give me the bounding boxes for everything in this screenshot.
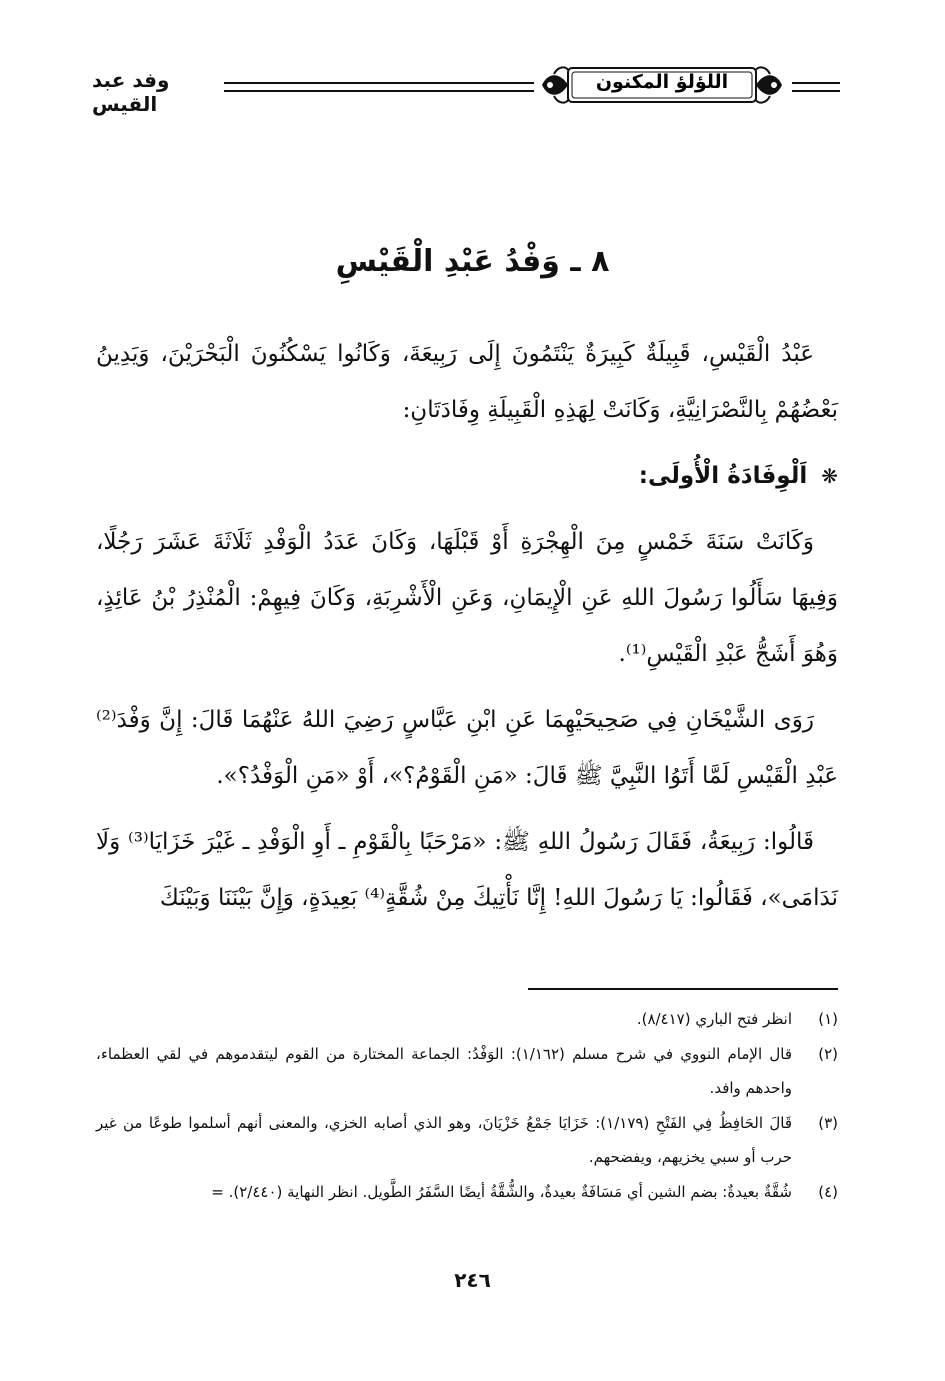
footnote [96, 1106, 838, 1174]
paragraph: وَكَانَتْ سَنَةَ خَمْسٍ مِنَ الْهِجْرَةِ أَوْ قَبْلَهَا، وَكَانَ عَدَدُ الْوَفْدِ ثَلَاثَةَ عَشَرَ رَجُلًا، وَفِيهَا سَأَلُوا رَسُولَ اللهِ عَنِ الْإِيمَانِ، وَعَنِ الْأَشْرِبَةِ، وَكَانَ فِيهِمْ: الْمُنْذِرُ بْنُ عَائِذٍ، وَهُوَ أَشَجُّ عَبْدِ الْقَيْسِ⁽¹⁾. [96, 529, 838, 667]
running-header [92, 58, 840, 118]
page-number: ٢٤٦ [454, 1268, 491, 1292]
footnote-text: قال الإمام النووي في شرح مسلم (١/١٦٢): الوَفْدُ: الجماعة المختارة من القوم ليتقدموهم في لقي العظماء، واحدهم وافد. [96, 1045, 792, 1097]
footnote-number: (٢) [818, 1045, 838, 1063]
footnote [96, 1037, 838, 1105]
footnote-text: انظر فتح الباري (٨/٤١٧). [636, 1010, 792, 1028]
subheading-text: اَلْوِفَادَةُ الْأُولَى: [638, 463, 808, 489]
paragraph: رَوَى الشَّيْخَانِ فِي صَحِيحَيْهِمَا عَنِ ابْنِ عَبَّاسٍ رَضِيَ اللهُ عَنْهُمَا قَالَ: إِنَّ وَفْدَ⁽²⁾ عَبْدِ الْقَيْسِ لَمَّا أَتَوُا النَّبِيَّ ﷺ قَالَ: «مَنِ الْقَوْمُ؟»، أَوْ «مَنِ الْوَفْدُ؟». [96, 707, 838, 789]
header-rule-right [792, 82, 840, 92]
star-ornament-icon: ❋ [821, 464, 838, 488]
footnote-number: (٤) [818, 1183, 838, 1201]
paragraph: عَبْدُ الْقَيْسِ، قَبِيلَةٌ كَبِيرَةٌ يَنْتَمُونَ إِلَى رَبِيعَةَ، وَكَانُوا يَسْكُنُونَ الْبَحْرَيْنَ، وَيَدِينُ بَعْضُهُمْ بِالنَّصْرَانِيَّةِ، وَكَانَتْ لِهَذِهِ الْقَبِيلَةِ وِفَادَتَانِ: [96, 341, 838, 423]
footnote [96, 1002, 838, 1036]
footnote [96, 1175, 838, 1209]
footnote-separator [528, 988, 838, 990]
section-heading: ٨ ـ وَفْدُ عَبْدِ الْقَيْسِ [335, 244, 610, 279]
paragraph: قَالُوا: رَبِيعَةُ، فَقَالَ رَسُولُ اللهِ ﷺ: «مَرْحَبًا بِالْقَوْمِ ـ أَوِ الْوَفْدِ ـ غَيْرَ خَزَايَا⁽³⁾ وَلَا نَدَامَى»، فَقَالُوا: يَا رَسُولَ اللهِ! إِنَّا نَأْتِيكَ مِنْ شُقَّةٍ⁽⁴⁾ بَعِيدَةٍ، وَإِنَّ بَيْنَنَا وَبَيْنَكَ [96, 829, 838, 911]
book-title: اللؤلؤ المكنون [595, 71, 729, 93]
subheading [96, 448, 838, 504]
book-title-cartouche [538, 62, 786, 108]
body-text [96, 326, 838, 936]
footnote-text: قَالَ الحَافِظُ فِي الفَتْحِ (١/١٧٩): خَزَايَا جَمْعُ خَزْيَانَ، وهو الذي أصابه الخزي، والمعنى أنهم أسلموا طوعًا من غير حرب أو سبي يخزيهم، ويفضحهم. [96, 1114, 792, 1166]
footnote-number: (١) [818, 1010, 838, 1028]
footnotes [96, 1002, 838, 1210]
chapter-title: وفد عبد القيس [92, 68, 170, 116]
footnote-text: شُقَّةٌ بعيدةٌ: بضم الشين أي مَسَافَةٌ بعيدةٌ، والشُّقَّةُ أيضًا السَّفَرُ الطَّويل. انظر النهاية (٢/٤٤٠). = [211, 1183, 792, 1201]
header-rule-left [224, 82, 534, 92]
footnote-number: (٣) [818, 1114, 838, 1132]
